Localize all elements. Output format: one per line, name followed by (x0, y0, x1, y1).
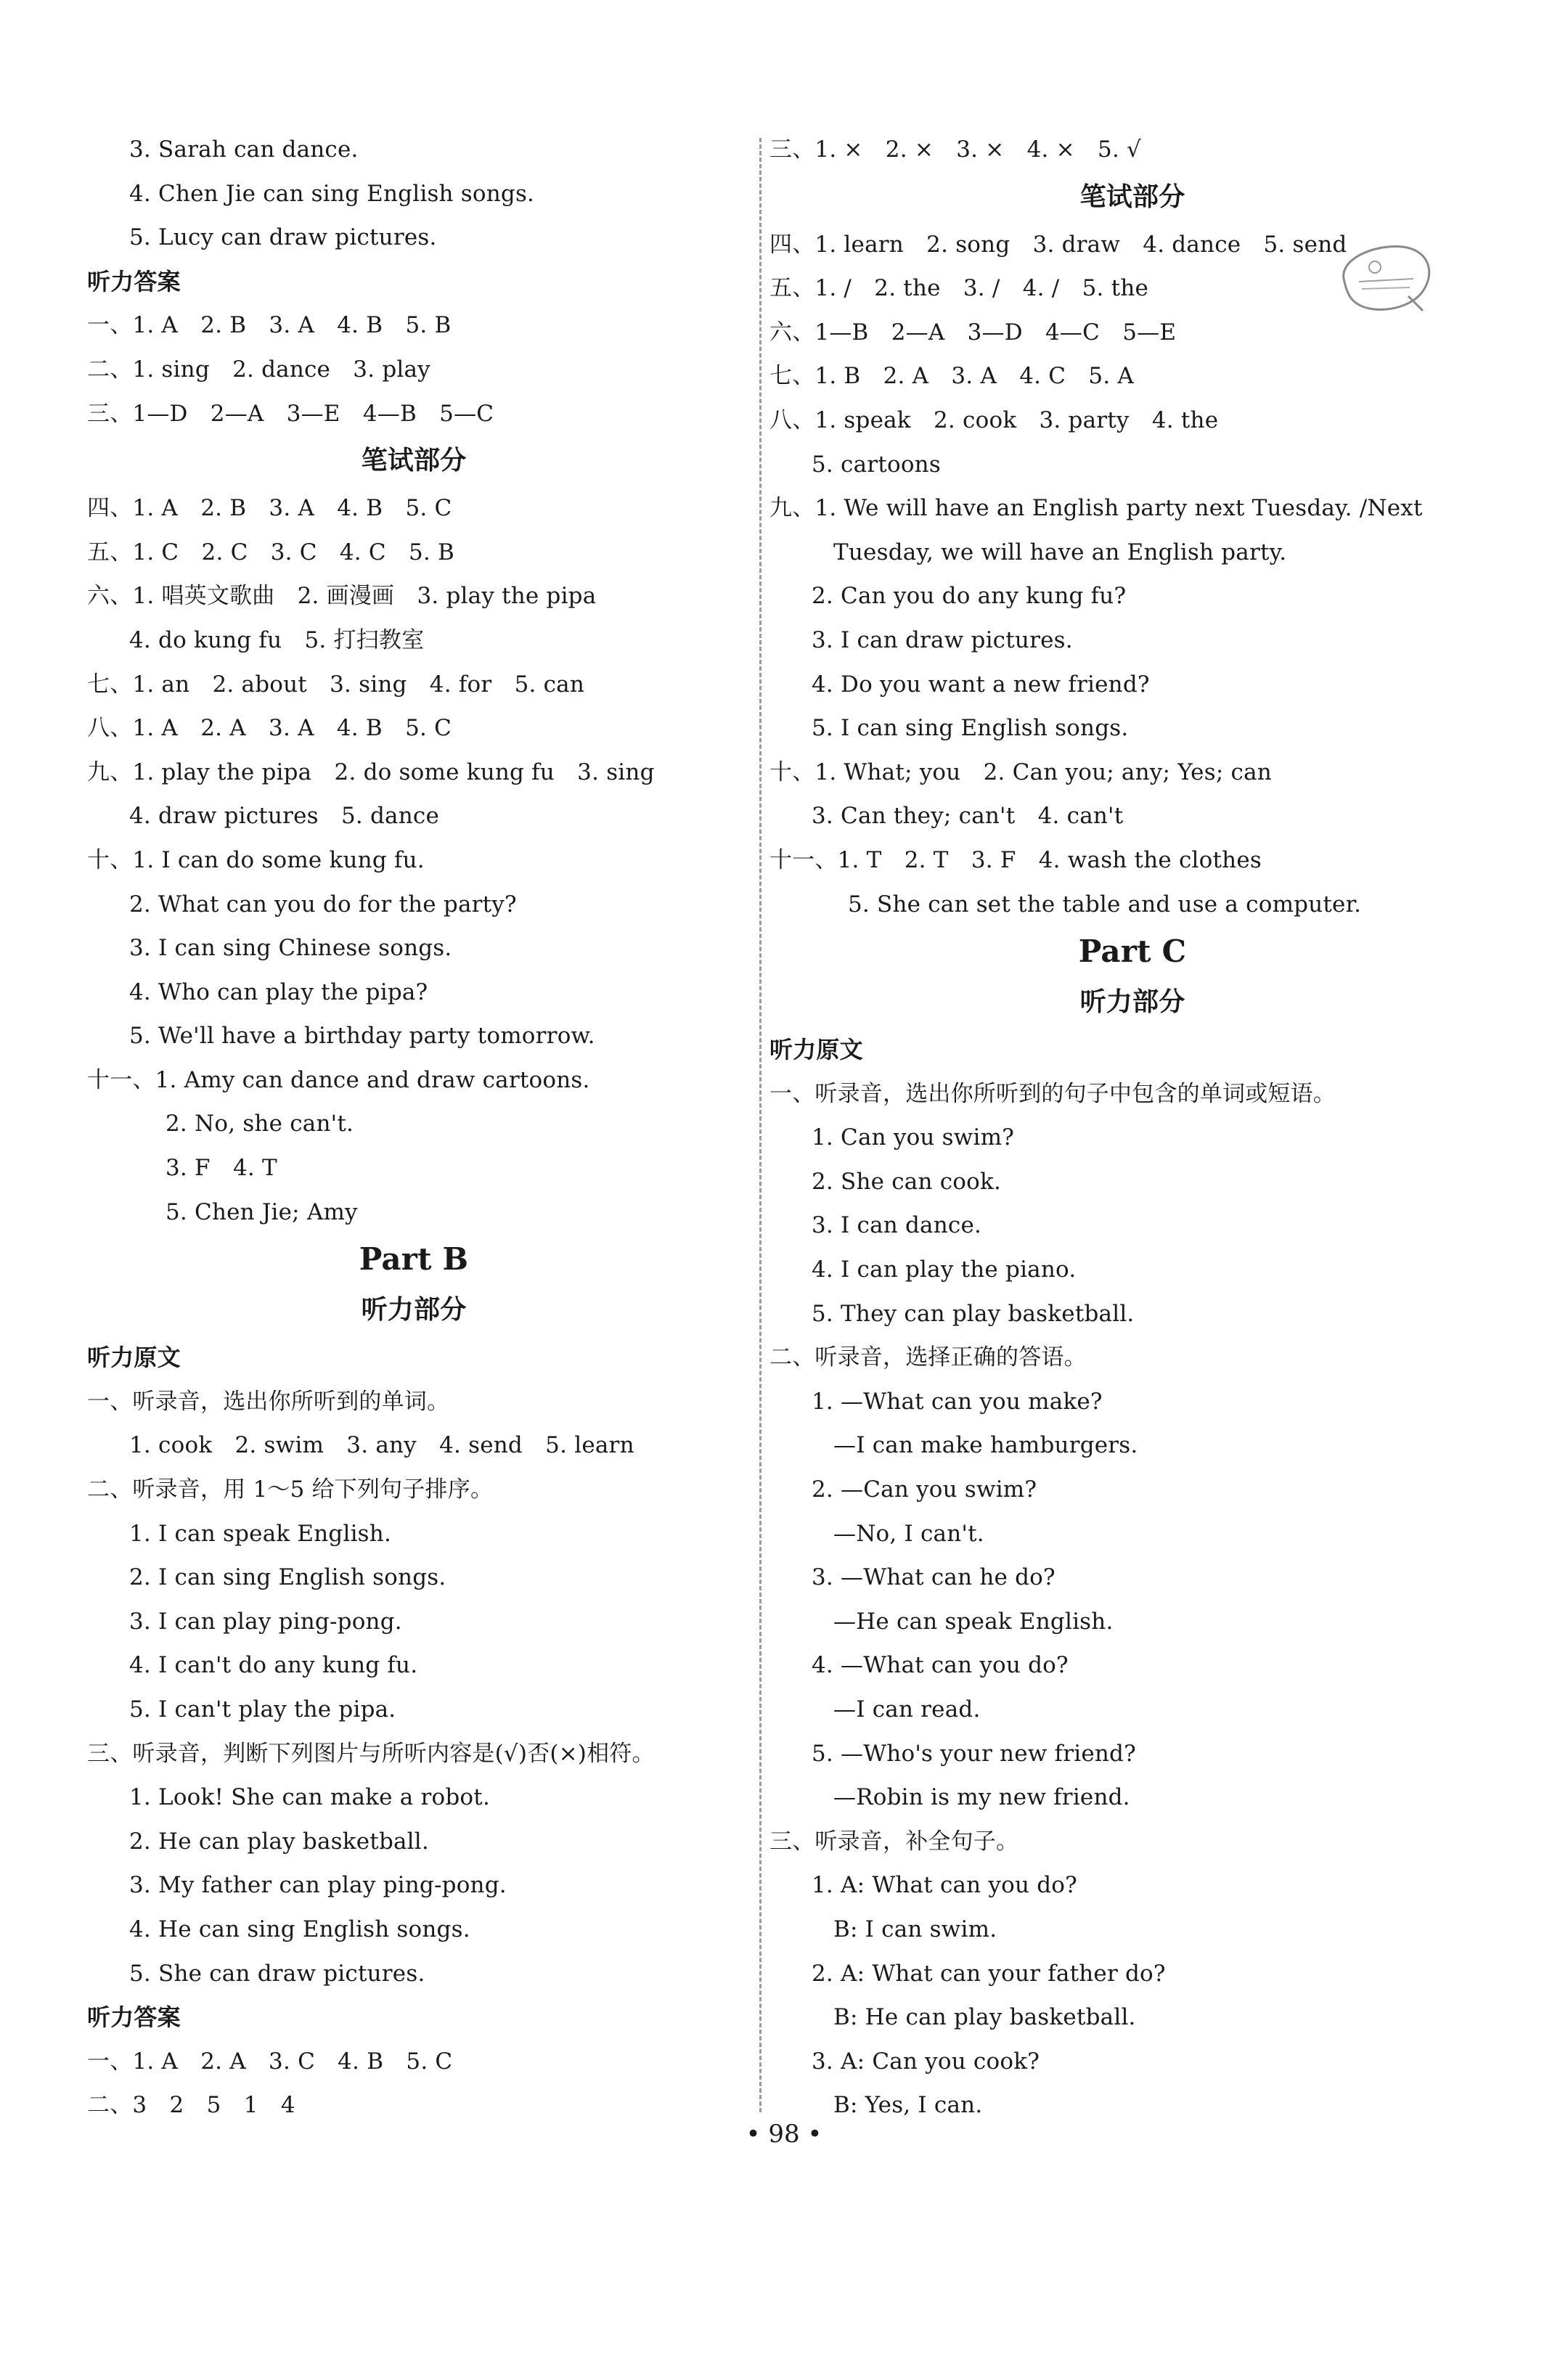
answer-line: B: He can play basketball. (833, 2004, 1136, 2031)
answer-line: 5. They can play basketball. (812, 1300, 1135, 1327)
answer-line: —He can speak English. (833, 1608, 1114, 1635)
answer-line: 1. Can you swim? (812, 1124, 1015, 1151)
answer-line: 八、1. A 2. A 3. A 4. B 5. C (87, 715, 452, 742)
answer-line: 七、1. B 2. A 3. A 4. C 5. A (769, 363, 1135, 390)
answer-line: 5. cartoons (812, 451, 941, 478)
answer-line: 3. I can sing Chinese songs. (129, 935, 452, 962)
answer-line: 十、1. I can do some kung fu. (87, 846, 425, 873)
answer-line: 5. Lucy can draw pictures. (129, 224, 437, 251)
answer-line: 1. —What can you make? (812, 1388, 1103, 1415)
answer-line: 四、1. learn 2. song 3. draw 4. dance 5. send (769, 231, 1347, 258)
answer-line: 4. —What can you do? (812, 1652, 1069, 1679)
page-number: • 98 • (746, 2120, 822, 2149)
answer-line: 4. Who can play the pipa? (129, 978, 428, 1005)
answer-line: 八、1. speak 2. cook 3. party 4. the (769, 406, 1219, 433)
answer-line: 3. I can draw pictures. (812, 626, 1073, 653)
answer-line: 4. draw pictures 5. dance (129, 803, 440, 830)
answer-line: —I can make hamburgers. (833, 1432, 1138, 1459)
answer-line: 一、1. A 2. A 3. C 4. B 5. C (87, 2048, 453, 2075)
answer-line: —No, I can't. (833, 1520, 984, 1547)
answer-line: 2. He can play basketball. (129, 1828, 429, 1855)
answer-line: 3. I can play ping-pong. (129, 1608, 402, 1635)
answer-line: 十一、1. T 2. T 3. F 4. wash the clothes (769, 846, 1262, 873)
answer-line: 4. I can play the piano. (812, 1256, 1077, 1283)
answer-line: 十、1. What; you 2. Can you; any; Yes; can (769, 759, 1272, 785)
answer-line: —I can read. (833, 1696, 981, 1723)
answer-line: 4. do kung fu 5. 打扫教室 (129, 626, 425, 653)
answer-line: 六、1—B 2—A 3—D 4—C 5—E (769, 319, 1177, 346)
section-heading: Part C (1078, 933, 1187, 970)
answer-line: 3. Sarah can dance. (129, 136, 359, 163)
answer-line: 五、1. / 2. the 3. / 4. / 5. the (769, 275, 1149, 302)
answer-line: 5. Chen Jie; Amy (166, 1198, 358, 1225)
subsection-label: 听力答案 (87, 267, 181, 295)
answer-line: 1. cook 2. swim 3. any 4. send 5. learn (129, 1432, 634, 1459)
answer-line: B: Yes, I can. (833, 2092, 983, 2119)
answer-line: 九、1. play the pipa 2. do some kung fu 3. sing (87, 759, 655, 785)
answer-line: 三、1—D 2—A 3—E 4—B 5—C (87, 400, 494, 427)
answer-line: 3. My father can play ping-pong. (129, 1872, 507, 1899)
answer-line: 3. A: Can you cook? (812, 2048, 1040, 2075)
section-heading: 听力部分 (361, 1295, 467, 1325)
answer-line: 3. Can they; can't 4. can't (812, 803, 1124, 830)
answer-line: 4. He can sing English songs. (129, 1916, 470, 1942)
answer-line: 二、3 2 5 1 4 (87, 2092, 295, 2119)
left-column (87, 128, 740, 2128)
answer-line: 四、1. A 2. B 3. A 4. B 5. C (87, 495, 452, 522)
answer-line: 1. Look! She can make a robot. (129, 1784, 491, 1811)
answer-line: 2. I can sing English songs. (129, 1564, 446, 1591)
answer-line: B: I can swim. (833, 1916, 997, 1942)
subsection-label: 听力答案 (87, 2003, 181, 2032)
answer-line: 2. What can you do for the party? (129, 891, 517, 918)
answer-line: 5. I can sing English songs. (812, 715, 1129, 742)
answer-line: 5. She can draw pictures. (129, 1960, 425, 1987)
subsection-label: 听力原文 (769, 1036, 863, 1064)
section-heading: 听力部分 (1079, 987, 1185, 1018)
answer-line: 七、1. an 2. about 3. sing 4. for 5. can (87, 671, 585, 698)
answer-line: 3. —What can he do? (812, 1564, 1055, 1591)
answer-line: 2. —Can you swim? (812, 1476, 1037, 1503)
answer-line: 5. —Who's your new friend? (812, 1740, 1136, 1767)
answer-line: 2. A: What can your father do? (812, 1960, 1166, 1987)
answer-line: Tuesday, we will have an English party. (833, 539, 1287, 565)
stamp-icon (1330, 238, 1439, 318)
answer-line: 三、1. × 2. × 3. × 4. × 5. √ (769, 136, 1142, 163)
answer-line: 1. A: What can you do? (812, 1872, 1077, 1899)
answer-line: 4. Do you want a new friend? (812, 671, 1150, 698)
answer-line: 2. Can you do any kung fu? (812, 583, 1127, 610)
answer-line: 二、听录音，用 1～5 给下列句子排序。 (87, 1476, 494, 1503)
section-heading: Part B (359, 1241, 469, 1278)
answer-line: 三、听录音，判断下列图片与所听内容是(√)否(×)相符。 (87, 1740, 655, 1767)
answer-line: 二、1. sing 2. dance 3. play (87, 356, 430, 383)
answer-line: 5. She can set the table and use a computer. (848, 891, 1362, 918)
answer-line: 六、1. 唱英文歌曲 2. 画漫画 3. play the pipa (87, 583, 597, 610)
answer-line: 一、1. A 2. B 3. A 4. B 5. B (87, 312, 452, 339)
section-heading: 笔试部分 (361, 446, 467, 476)
answer-line: 二、听录音，选择正确的答语。 (769, 1344, 1087, 1371)
answer-line: 2. She can cook. (812, 1168, 1002, 1195)
subsection-label: 听力原文 (87, 1344, 181, 1372)
column-divider (759, 138, 761, 2112)
answer-line: 2. No, she can't. (166, 1111, 354, 1137)
answer-line: 3. I can dance. (812, 1212, 982, 1239)
answer-line: 5. I can't play the pipa. (129, 1696, 396, 1723)
answer-line: 一、听录音，选出你所听到的句子中包含的单词或短语。 (769, 1080, 1336, 1107)
answer-line: 十一、1. Amy can dance and draw cartoons. (87, 1066, 590, 1093)
answer-line: 九、1. We will have an English party next Tuesday. /Next (769, 495, 1423, 522)
answer-line: 三、听录音，补全句子。 (769, 1828, 1019, 1855)
answer-line: 五、1. C 2. C 3. C 4. C 5. B (87, 539, 455, 565)
answer-line: 1. I can speak English. (129, 1520, 392, 1547)
answer-line: 一、听录音，选出你所听到的单词。 (87, 1388, 450, 1415)
answer-line: —Robin is my new friend. (833, 1784, 1130, 1811)
answer-line: 4. Chen Jie can sing English songs. (129, 180, 535, 207)
answer-line: 5. We'll have a birthday party tomorrow. (129, 1023, 595, 1050)
answer-line: 3. F 4. T (166, 1155, 277, 1182)
section-heading: 笔试部分 (1079, 181, 1185, 212)
answer-line: 4. I can't do any kung fu. (129, 1652, 418, 1679)
right-column (769, 128, 1495, 2128)
